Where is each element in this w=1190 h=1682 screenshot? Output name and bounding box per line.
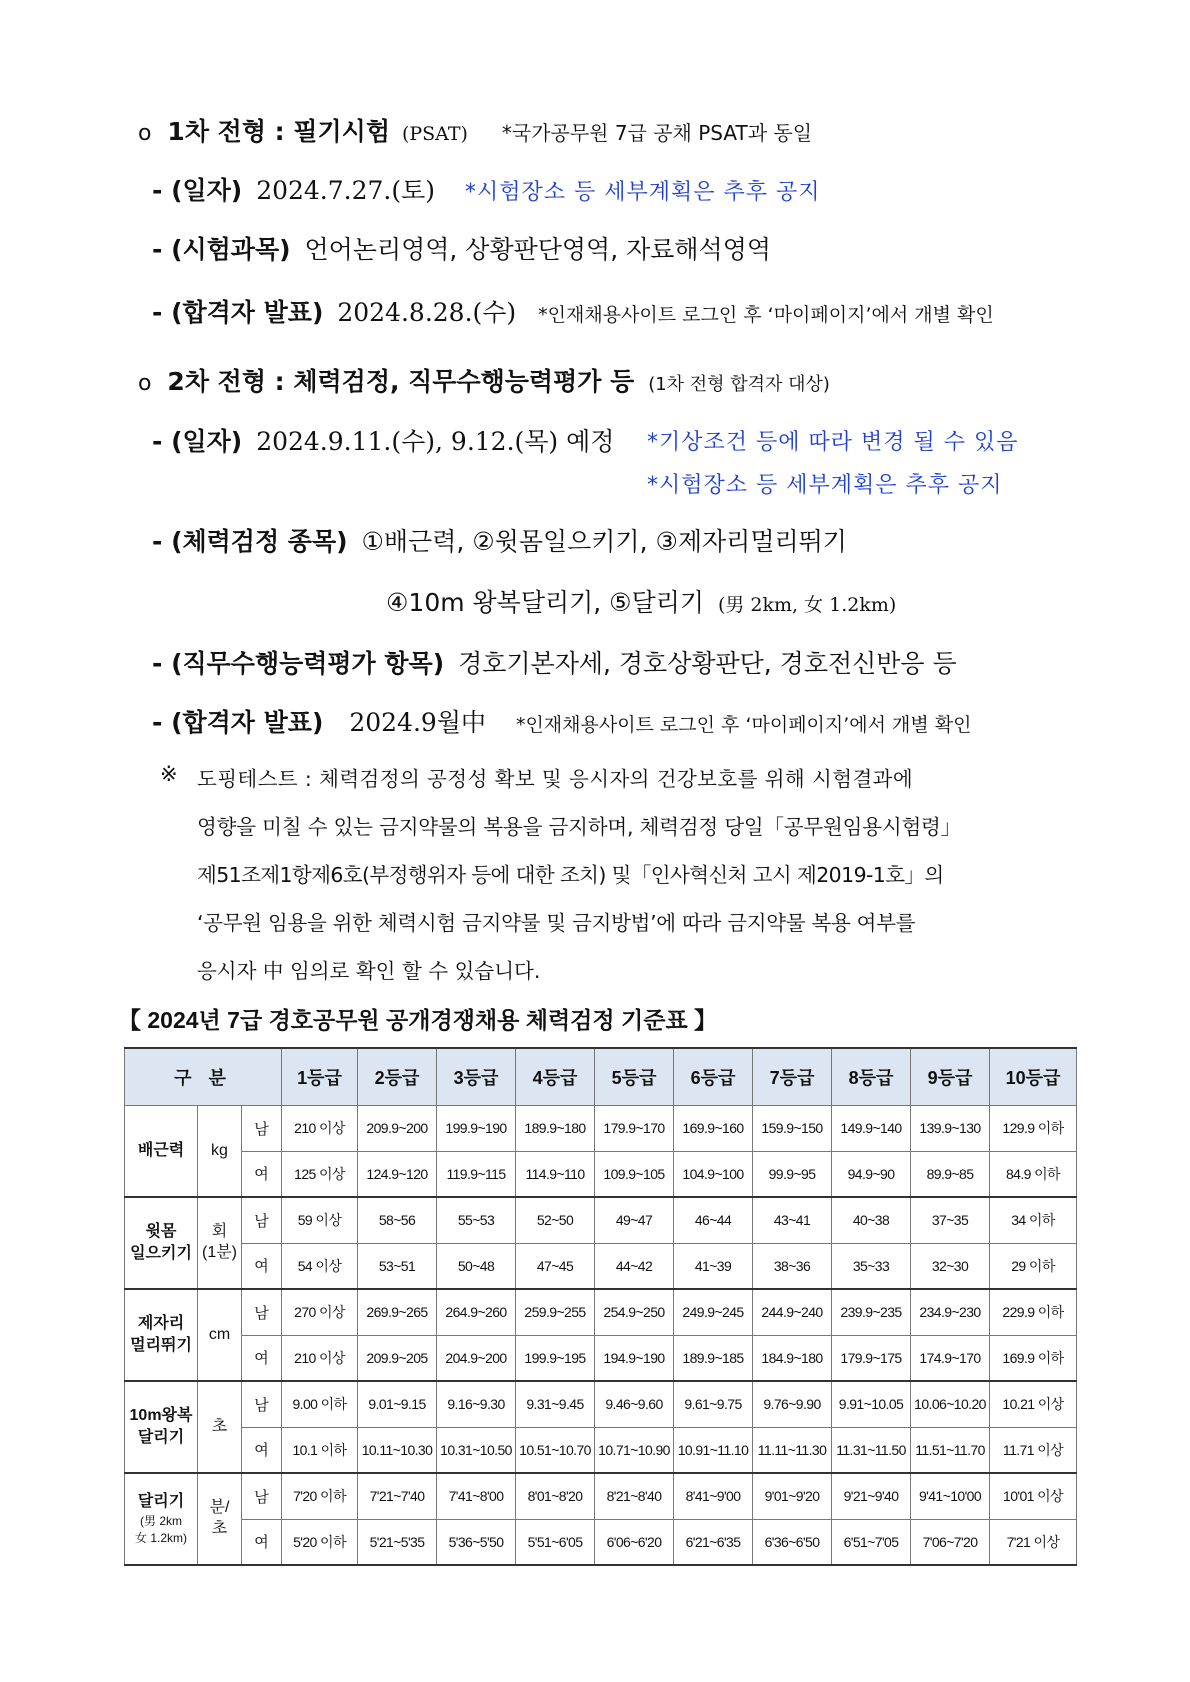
stage2-date-note2: *시험장소 등 세부계획은 추후 공지 xyxy=(647,473,1003,498)
event-name xyxy=(125,1473,198,1565)
table-row xyxy=(125,1427,1077,1473)
stage2-date-row xyxy=(152,422,614,458)
sex-cell: 여 xyxy=(242,1243,282,1289)
grade-value-cell: 29 이하 xyxy=(990,1243,1077,1289)
header-grade: 3등급 xyxy=(437,1048,516,1106)
grade-value-cell: 11.51~11.70 xyxy=(911,1427,990,1473)
table-header-row xyxy=(125,1048,1077,1106)
event-name-line1: 배근력 xyxy=(137,1142,185,1160)
stage2-events-line2-row xyxy=(386,583,896,619)
header-grade: 4등급 xyxy=(516,1048,595,1106)
stage1-heading xyxy=(138,112,812,148)
grade-value-cell: 169.9~160 xyxy=(674,1106,753,1152)
grade-value-cell: 38~36 xyxy=(753,1243,832,1289)
event-unit-line1: 회 xyxy=(211,1223,228,1241)
grade-value-cell: 5'20 이하 xyxy=(282,1519,358,1565)
stage1-result-row xyxy=(152,293,994,329)
grade-value-cell: 9.01~9.15 xyxy=(358,1381,437,1427)
grade-value-cell: 264.9~260 xyxy=(437,1289,516,1335)
sex-cell: 남 xyxy=(242,1381,282,1427)
grade-value-cell: 254.9~250 xyxy=(595,1289,674,1335)
event-unit xyxy=(198,1106,242,1198)
bullet: o xyxy=(138,371,152,396)
grade-value-cell: 6'51~7'05 xyxy=(832,1519,911,1565)
sex-cell: 여 xyxy=(242,1519,282,1565)
grade-value-cell: 55~53 xyxy=(437,1197,516,1243)
grade-value-cell: 52~50 xyxy=(516,1197,595,1243)
header-grade: 5등급 xyxy=(595,1048,674,1106)
stage2-title-paren: (1차 전형 합격자 대상) xyxy=(648,374,830,395)
stage1-note: *국가공무원 7급 공채 PSAT과 동일 xyxy=(501,121,813,145)
grade-value-cell: 259.9~255 xyxy=(516,1289,595,1335)
header-grade: 10등급 xyxy=(990,1048,1077,1106)
grade-value-cell: 58~56 xyxy=(358,1197,437,1243)
doping-line5: 응시자 中 임의로 확인 할 수 있습니다. xyxy=(197,959,541,983)
event-unit xyxy=(198,1197,242,1289)
grade-value-cell: 54 이상 xyxy=(282,1243,358,1289)
event-name-note: (男 2km 女 1.2km) xyxy=(134,1514,187,1545)
sex-cell: 여 xyxy=(242,1427,282,1473)
grade-value-cell: 94.9~90 xyxy=(832,1151,911,1197)
grade-value-cell: 37~35 xyxy=(911,1197,990,1243)
grade-value-cell: 179.9~170 xyxy=(595,1106,674,1152)
stage1-result-value: 2024.8.28.(수) xyxy=(337,298,517,327)
grade-value-cell: 59 이상 xyxy=(282,1197,358,1243)
table-row xyxy=(125,1289,1077,1335)
sex-cell: 남 xyxy=(242,1197,282,1243)
event-name-line2: 달리기 xyxy=(137,1429,185,1446)
grade-value-cell: 9'21~9'40 xyxy=(832,1473,911,1519)
grade-value-cell: 189.9~185 xyxy=(674,1335,753,1381)
grade-value-cell: 194.9~190 xyxy=(595,1335,674,1381)
stage1-result-label: - (합격자 발표) xyxy=(152,298,324,327)
fitness-standard-table xyxy=(124,1047,1077,1566)
stage2-result-note: *인재채용사이트 로그인 후 ‘마이페이지’에서 개별 확인 xyxy=(515,714,972,736)
stage1-subject-row xyxy=(152,230,771,266)
grade-value-cell: 34 이하 xyxy=(990,1197,1077,1243)
grade-value-cell: 8'21~8'40 xyxy=(595,1473,674,1519)
event-name xyxy=(125,1289,198,1381)
stage2-title: 2차 전형 : 체력검정, 직무수행능력평가 등 xyxy=(167,367,635,396)
event-unit-line1: 초 xyxy=(211,1417,228,1435)
grade-value-cell: 269.9~265 xyxy=(358,1289,437,1335)
grade-value-cell: 9.16~9.30 xyxy=(437,1381,516,1427)
event-unit-line1: cm xyxy=(208,1325,231,1343)
bullet: o xyxy=(138,121,152,146)
grade-value-cell: 11.11~11.30 xyxy=(753,1427,832,1473)
grade-value-cell: 149.9~140 xyxy=(832,1106,911,1152)
grade-value-cell: 249.9~245 xyxy=(674,1289,753,1335)
stage2-result-value: 2024.9월中 xyxy=(349,708,486,737)
header-grade: 2등급 xyxy=(358,1048,437,1106)
event-unit-line1: kg xyxy=(211,1141,228,1159)
grade-value-cell: 11.31~11.50 xyxy=(832,1427,911,1473)
stage2-date-label: - (일자) xyxy=(152,427,243,456)
table-row xyxy=(125,1381,1077,1427)
stage2-eval-value: 경호기본자세, 경호상황판단, 경호전신반응 등 xyxy=(458,649,957,678)
event-name-line1: 달리기 xyxy=(137,1493,185,1511)
table-row xyxy=(125,1106,1077,1152)
sex-cell: 남 xyxy=(242,1473,282,1519)
stage2-date-value: 2024.9.11.(수), 9.12.(목) 예정 xyxy=(256,427,615,456)
stage1-date-value: 2024.7.27.(토) xyxy=(256,176,436,205)
header-grade: 9등급 xyxy=(911,1048,990,1106)
grade-value-cell: 125 이상 xyxy=(282,1151,358,1197)
grade-value-cell: 179.9~175 xyxy=(832,1335,911,1381)
grade-value-cell: 109.9~105 xyxy=(595,1151,674,1197)
grade-value-cell: 9'41~10'00 xyxy=(911,1473,990,1519)
grade-value-cell: 5'21~5'35 xyxy=(358,1519,437,1565)
stage2-eval-row xyxy=(152,644,957,680)
grade-value-cell: 270 이상 xyxy=(282,1289,358,1335)
grade-value-cell: 44~42 xyxy=(595,1243,674,1289)
grade-value-cell: 10.31~10.50 xyxy=(437,1427,516,1473)
table-row xyxy=(125,1243,1077,1289)
sex-cell: 남 xyxy=(242,1289,282,1335)
grade-value-cell: 10.11~10.30 xyxy=(358,1427,437,1473)
event-unit-line1: 분/ xyxy=(209,1499,230,1517)
grade-value-cell: 10.21 이상 xyxy=(990,1381,1077,1427)
grade-value-cell: 199.9~190 xyxy=(437,1106,516,1152)
grade-value-cell: 210 이상 xyxy=(282,1335,358,1381)
stage2-result-label: - (합격자 발표) xyxy=(152,708,324,737)
stage2-events-line2: ④10m 왕복달리기, ⑤달리기 xyxy=(386,588,705,617)
event-unit xyxy=(198,1473,242,1565)
grade-value-cell: 10.91~11.10 xyxy=(674,1427,753,1473)
grade-value-cell: 119.9~115 xyxy=(437,1151,516,1197)
grade-value-cell: 174.9~170 xyxy=(911,1335,990,1381)
doping-mark: ※ xyxy=(160,762,178,786)
grade-value-cell: 7'06~7'20 xyxy=(911,1519,990,1565)
stage2-eval-label: - (직무수행능력평가 항목) xyxy=(152,649,445,678)
grade-value-cell: 104.9~100 xyxy=(674,1151,753,1197)
grade-value-cell: 129.9 이하 xyxy=(990,1106,1077,1152)
stage1-title-paren: (PSAT) xyxy=(401,123,468,145)
grade-value-cell: 47~45 xyxy=(516,1243,595,1289)
sex-cell: 남 xyxy=(242,1106,282,1152)
header-grade: 6등급 xyxy=(674,1048,753,1106)
grade-value-cell: 114.9~110 xyxy=(516,1151,595,1197)
stage1-subject-label: - (시험과목) xyxy=(152,235,291,264)
grade-value-cell: 5'36~5'50 xyxy=(437,1519,516,1565)
stage2-events-paren: (男 2km, 女 1.2km) xyxy=(717,594,897,616)
stage2-date-note1: *기상조건 등에 따라 변경 될 수 있음 xyxy=(647,430,1019,455)
grade-value-cell: 10'01 이상 xyxy=(990,1473,1077,1519)
event-name xyxy=(125,1106,198,1198)
grade-value-cell: 99.9~95 xyxy=(753,1151,832,1197)
event-name-line1: 10m왕복 xyxy=(129,1407,193,1425)
grade-value-cell: 9.31~9.45 xyxy=(516,1381,595,1427)
stage2-events-line1: ①배근력, ②윗몸일으키기, ③제자리멀리뛰기 xyxy=(361,527,847,556)
grade-value-cell: 124.9~120 xyxy=(358,1151,437,1197)
event-name xyxy=(125,1381,198,1473)
grade-value-cell: 35~33 xyxy=(832,1243,911,1289)
stage2-events-row xyxy=(152,522,847,558)
grade-value-cell: 6'36~6'50 xyxy=(753,1519,832,1565)
stage1-title: 1차 전형 : 필기시험 xyxy=(167,117,390,146)
event-unit xyxy=(198,1289,242,1381)
grade-value-cell: 210 이상 xyxy=(282,1106,358,1152)
event-name-line1: 제자리 xyxy=(137,1315,185,1333)
stage2-heading xyxy=(138,362,830,398)
stage2-events-label: - (체력검정 종목) xyxy=(152,527,348,556)
table-row xyxy=(125,1473,1077,1519)
grade-value-cell: 209.9~200 xyxy=(358,1106,437,1152)
grade-value-cell: 209.9~205 xyxy=(358,1335,437,1381)
event-unit xyxy=(198,1381,242,1473)
grade-value-cell: 8'01~8'20 xyxy=(516,1473,595,1519)
grade-value-cell: 84.9 이하 xyxy=(990,1151,1077,1197)
grade-value-cell: 239.9~235 xyxy=(832,1289,911,1335)
grade-value-cell: 10.06~10.20 xyxy=(911,1381,990,1427)
stage1-date-row xyxy=(152,171,821,207)
grade-value-cell: 5'51~6'05 xyxy=(516,1519,595,1565)
grade-value-cell: 9.76~9.90 xyxy=(753,1381,832,1427)
grade-value-cell: 139.9~130 xyxy=(911,1106,990,1152)
grade-value-cell: 10.51~10.70 xyxy=(516,1427,595,1473)
stage1-result-note: *인재채용사이트 로그인 후 ‘마이페이지’에서 개별 확인 xyxy=(538,304,994,326)
grade-value-cell: 89.9~85 xyxy=(911,1151,990,1197)
event-name-line1: 윗몸 xyxy=(145,1223,177,1241)
doping-line3: 제51조제1항제6호(부정행위자 등에 대한 조치) 및「인사혁신처 고시 제2019-1호」의 xyxy=(197,863,944,887)
sex-cell: 여 xyxy=(242,1151,282,1197)
header-grade: 8등급 xyxy=(832,1048,911,1106)
grade-value-cell: 7'41~8'00 xyxy=(437,1473,516,1519)
header-category: 구 분 xyxy=(125,1048,282,1106)
grade-value-cell: 7'21 이상 xyxy=(990,1519,1077,1565)
grade-value-cell: 46~44 xyxy=(674,1197,753,1243)
sex-cell: 여 xyxy=(242,1335,282,1381)
doping-line2: 영향을 미칠 수 있는 금지약물의 복용을 금지하며, 체력검정 당일「공무원임용시험령」 xyxy=(197,815,961,839)
grade-value-cell: 229.9 이하 xyxy=(990,1289,1077,1335)
stage1-subject-value: 언어논리영역, 상황판단영역, 자료해석영역 xyxy=(304,235,771,264)
grade-value-cell: 43~41 xyxy=(753,1197,832,1243)
grade-value-cell: 9.91~10.05 xyxy=(832,1381,911,1427)
grade-value-cell: 8'41~9'00 xyxy=(674,1473,753,1519)
grade-value-cell: 6'21~6'35 xyxy=(674,1519,753,1565)
grade-value-cell: 11.71 이상 xyxy=(990,1427,1077,1473)
grade-value-cell: 6'06~6'20 xyxy=(595,1519,674,1565)
grade-value-cell: 7'21~7'40 xyxy=(358,1473,437,1519)
table-row xyxy=(125,1151,1077,1197)
grade-value-cell: 7'20 이하 xyxy=(282,1473,358,1519)
table-row xyxy=(125,1335,1077,1381)
event-name xyxy=(125,1197,198,1289)
grade-value-cell: 10.71~10.90 xyxy=(595,1427,674,1473)
grade-value-cell: 9.00 이하 xyxy=(282,1381,358,1427)
header-grade: 1등급 xyxy=(282,1048,358,1106)
grade-value-cell: 234.9~230 xyxy=(911,1289,990,1335)
stage1-date-note: *시험장소 등 세부계획은 추후 공지 xyxy=(464,180,821,205)
event-unit-line2: (1분) xyxy=(201,1244,237,1261)
doping-line4: ‘공무원 임용을 위한 체력시험 금지약물 및 금지방법’에 따라 금지약물 복용 여부를 xyxy=(197,911,916,935)
table-title: 【 2024년 7급 경호공무원 공개경쟁채용 체력검정 기준표 】 xyxy=(118,1007,718,1033)
grade-value-cell: 9'01~9'20 xyxy=(753,1473,832,1519)
grade-value-cell: 49~47 xyxy=(595,1197,674,1243)
stage2-result-row xyxy=(152,703,972,739)
grade-value-cell: 159.9~150 xyxy=(753,1106,832,1152)
grade-value-cell: 9.61~9.75 xyxy=(674,1381,753,1427)
grade-value-cell: 53~51 xyxy=(358,1243,437,1289)
grade-value-cell: 169.9 이하 xyxy=(990,1335,1077,1381)
stage1-date-label: - (일자) xyxy=(152,176,243,205)
grade-value-cell: 9.46~9.60 xyxy=(595,1381,674,1427)
grade-value-cell: 204.9~200 xyxy=(437,1335,516,1381)
grade-value-cell: 32~30 xyxy=(911,1243,990,1289)
grade-value-cell: 244.9~240 xyxy=(753,1289,832,1335)
doping-line1: 도핑테스트 : 체력검정의 공정성 확보 및 응시자의 건강보호를 위해 시험결과에 xyxy=(197,767,914,791)
grade-value-cell: 199.9~195 xyxy=(516,1335,595,1381)
grade-value-cell: 189.9~180 xyxy=(516,1106,595,1152)
event-name-line2: 멀리뛰기 xyxy=(130,1337,192,1354)
table-row xyxy=(125,1197,1077,1243)
table-row xyxy=(125,1519,1077,1565)
grade-value-cell: 50~48 xyxy=(437,1243,516,1289)
event-unit-line2: 초 xyxy=(211,1520,228,1537)
grade-value-cell: 41~39 xyxy=(674,1243,753,1289)
header-grade: 7등급 xyxy=(753,1048,832,1106)
grade-value-cell: 10.1 이하 xyxy=(282,1427,358,1473)
grade-value-cell: 184.9~180 xyxy=(753,1335,832,1381)
grade-value-cell: 40~38 xyxy=(832,1197,911,1243)
event-name-line2: 일으키기 xyxy=(130,1245,192,1262)
